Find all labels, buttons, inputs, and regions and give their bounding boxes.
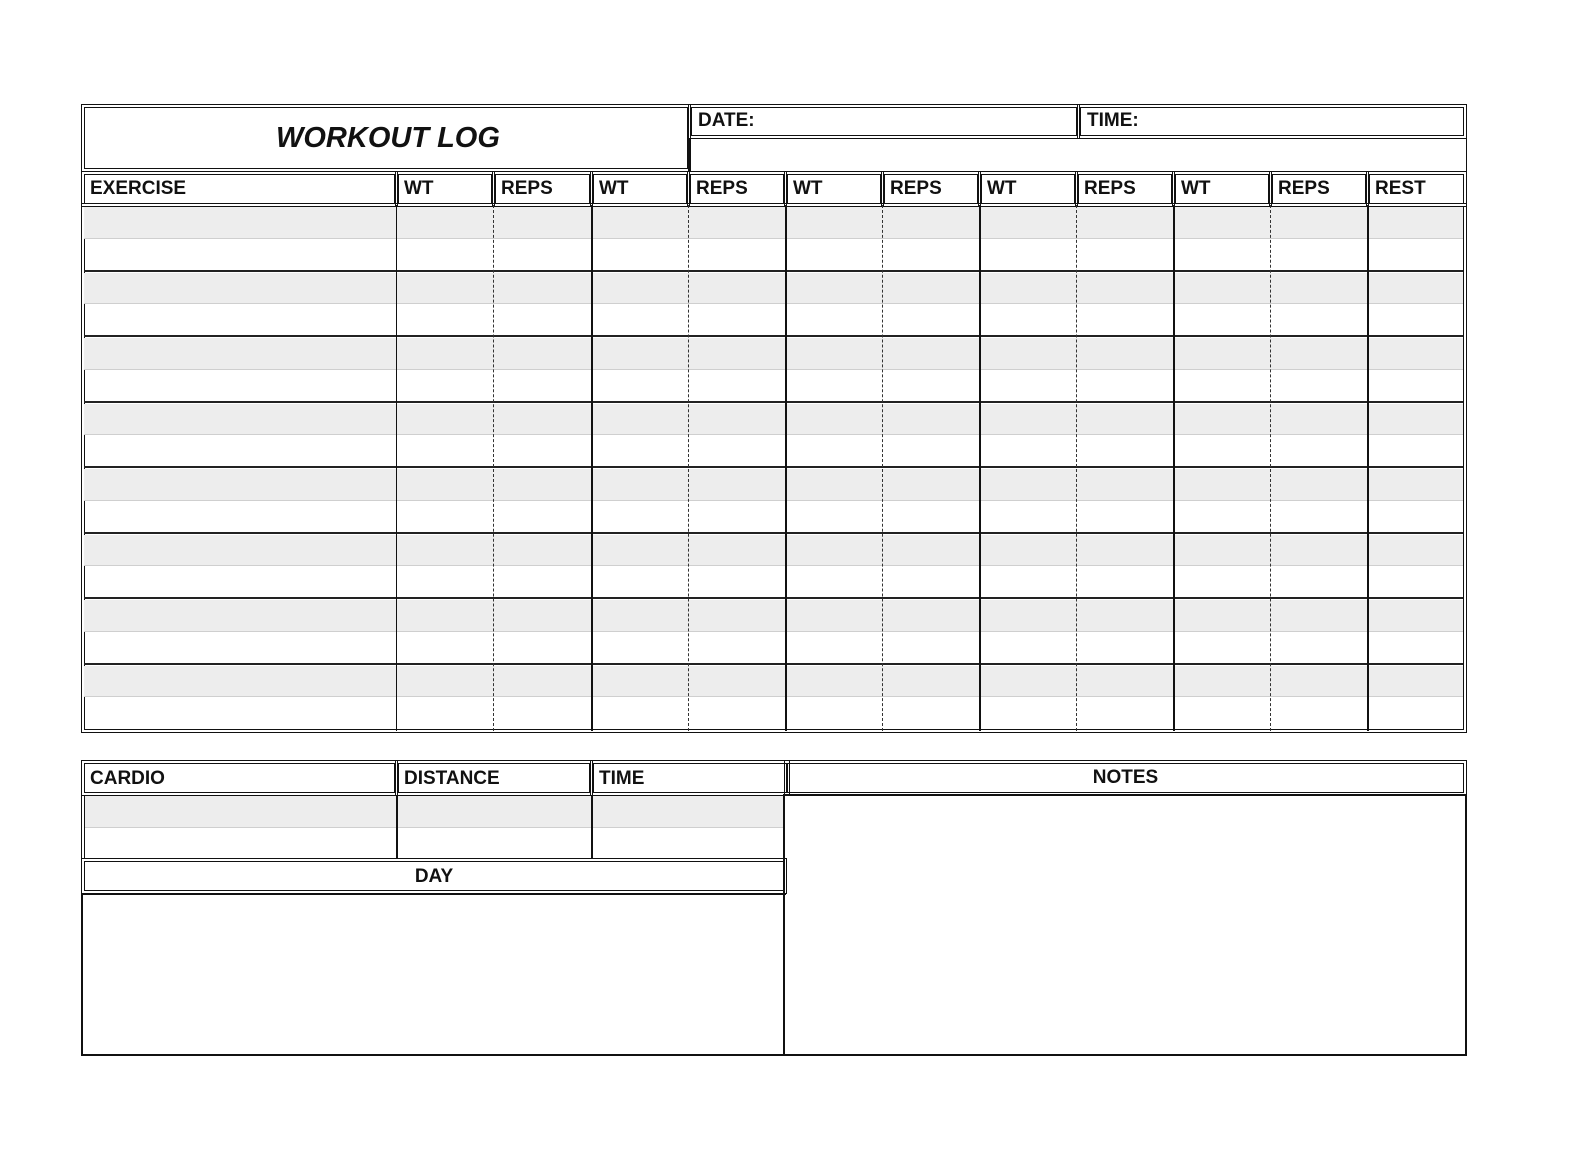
row-separator — [84, 270, 1463, 272]
page-title: WORKOUT LOG — [276, 122, 500, 154]
column-divider — [591, 205, 593, 731]
column-header-label: WT — [404, 178, 434, 199]
table-row[interactable] — [84, 535, 1463, 566]
row-divider — [84, 369, 1463, 370]
column-header-label: REPS — [696, 178, 748, 199]
row-divider — [84, 434, 1463, 435]
column-divider-dashed — [882, 205, 883, 731]
date-label: DATE: — [698, 110, 755, 131]
column-header-label: REPS — [501, 178, 553, 199]
column-divider — [396, 205, 397, 731]
cardio-column-label: CARDIO — [90, 768, 165, 789]
row-separator — [84, 401, 1463, 403]
time-label: TIME: — [1087, 110, 1139, 131]
row-separator — [84, 335, 1463, 337]
row-separator — [84, 532, 1463, 534]
column-header-label: WT — [793, 178, 823, 199]
table-row[interactable] — [84, 404, 1463, 435]
row-divider — [84, 565, 1463, 566]
column-divider — [1367, 205, 1369, 731]
cardio-column-divider — [591, 796, 593, 858]
row-separator — [84, 466, 1463, 468]
table-row[interactable] — [84, 273, 1463, 304]
date-time-entry-line[interactable] — [688, 138, 1467, 172]
cardio-table-frame — [81, 796, 787, 858]
column-divider-dashed — [1270, 205, 1271, 731]
table-row[interactable] — [84, 207, 1463, 238]
table-row[interactable] — [84, 666, 1463, 697]
column-divider-dashed — [1076, 205, 1077, 731]
row-separator — [84, 663, 1463, 665]
row-divider — [84, 631, 1463, 632]
cardio-column-divider — [396, 796, 398, 858]
table-row[interactable] — [84, 600, 1463, 631]
row-divider — [84, 500, 1463, 501]
column-divider-dashed — [493, 205, 494, 731]
notes-label: NOTES — [1092, 767, 1159, 788]
notes-area[interactable] — [783, 794, 1467, 1056]
day-label: DAY — [414, 866, 454, 887]
day-area[interactable] — [81, 893, 786, 1056]
column-header-label: REST — [1375, 178, 1426, 199]
column-header-label: REPS — [890, 178, 942, 199]
column-header-label: WT — [599, 178, 629, 199]
table-row[interactable] — [84, 338, 1463, 369]
column-header-label: REPS — [1278, 178, 1330, 199]
workout-log-sheet — [81, 104, 1500, 1084]
row-separator — [84, 597, 1463, 599]
column-divider — [1173, 205, 1175, 731]
column-header-label: WT — [987, 178, 1017, 199]
column-header-label: REPS — [1084, 178, 1136, 199]
table-row[interactable] — [84, 469, 1463, 500]
column-header-label: WT — [1181, 178, 1211, 199]
column-header-label: EXERCISE — [90, 178, 187, 199]
column-divider-dashed — [688, 205, 689, 731]
row-divider — [84, 696, 1463, 697]
column-divider — [979, 205, 981, 731]
row-divider — [84, 303, 1463, 304]
column-divider — [785, 205, 787, 731]
row-divider — [84, 238, 1463, 239]
cardio-column-label: DISTANCE — [404, 768, 500, 789]
cardio-column-label: TIME — [599, 768, 645, 789]
